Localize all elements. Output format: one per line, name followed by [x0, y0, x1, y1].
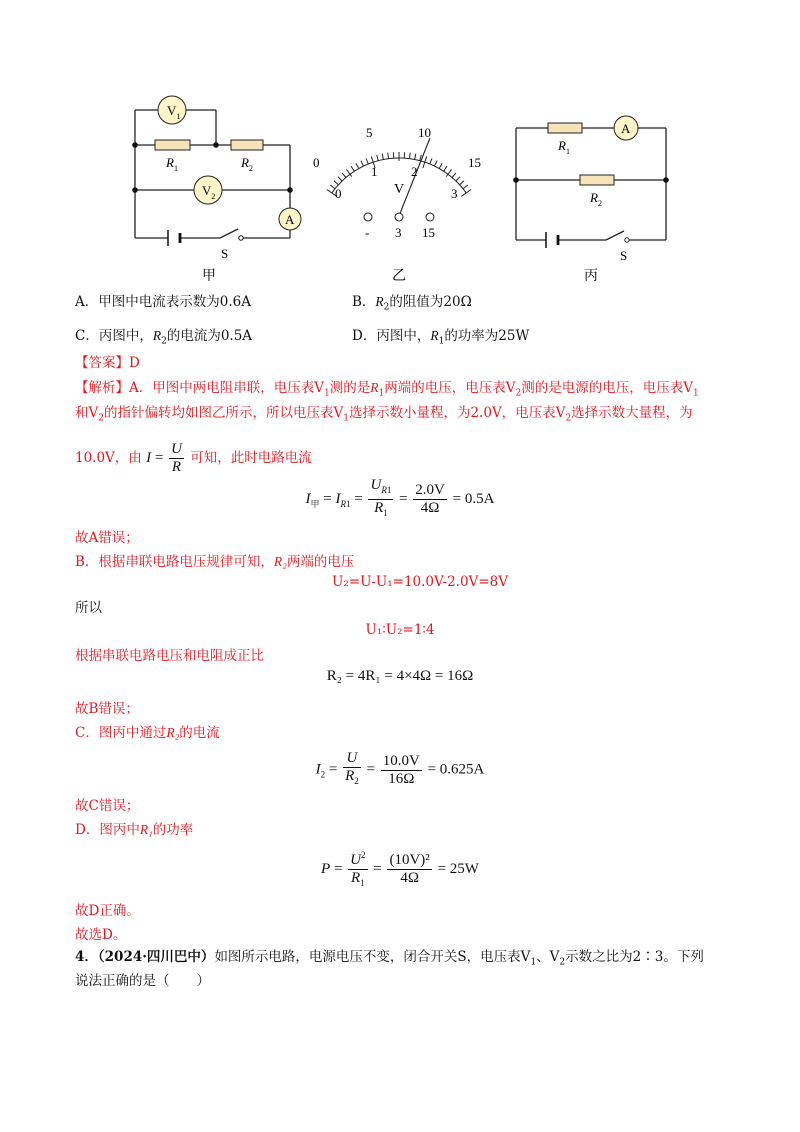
terminal-neg-label: -	[365, 225, 370, 240]
switch-contact	[239, 236, 243, 240]
switch-label: S	[620, 248, 628, 263]
dial-scale-tick	[382, 154, 383, 160]
junction-dot	[132, 187, 138, 193]
option-a: A．甲图中电流表示数为0.6A	[75, 294, 251, 310]
question-source: （2024·四川巴中）	[97, 949, 215, 965]
analysis-line-3: 10.0V，由 I = $\frac{U}{R}$ 可知，此时电路电流	[75, 441, 312, 476]
dial-scale-tick	[361, 161, 364, 166]
d-correct: 故D正确。	[75, 903, 140, 919]
r1-label: $R_1$	[166, 155, 178, 173]
v1-label: $V_1$	[167, 103, 181, 121]
junction-dot	[287, 187, 293, 193]
circuit-figure-jia	[128, 90, 308, 290]
dial-scale-tick	[366, 158, 368, 164]
ammeter-label: A	[285, 212, 295, 227]
option-b: B．$R_2$的阻值为20Ω	[352, 294, 472, 313]
dial-unit: V	[394, 182, 405, 197]
answer-line	[75, 353, 140, 373]
prop-text: 根据串联电路电压和电阻成正比	[75, 648, 264, 664]
dial-tick-3-inner: 3	[451, 186, 458, 201]
junction-dot	[213, 142, 219, 148]
terminal-3-label: 3	[395, 225, 402, 240]
dial-tick-0-outer: 0	[313, 155, 320, 170]
v2-label: $V_2$	[202, 183, 216, 201]
figure-caption: 甲	[202, 269, 216, 284]
terminal-15	[426, 213, 434, 221]
dial-scale-tick	[342, 173, 346, 178]
dial-tick-15-outer: 15	[468, 155, 481, 170]
dial-scale-tick	[452, 173, 456, 178]
switch-contact	[625, 238, 629, 242]
ammeter-label: A	[621, 121, 631, 136]
dial-scale-tick	[435, 161, 438, 166]
d-intro: D．图丙中R₁的功率	[75, 822, 194, 838]
dial-scale-tick	[460, 181, 464, 185]
dial-scale-tick	[463, 185, 468, 189]
dial-scale-tick	[456, 177, 460, 181]
dial-scale-tick	[377, 155, 379, 161]
dial-scale-tick	[338, 177, 342, 181]
dial-tick-10-outer: 10	[418, 125, 431, 140]
equation-u2: U₂=U-U₁=10.0V-2.0V=8V	[332, 574, 508, 590]
c-intro: C．图丙中通过R₂的电流	[75, 725, 220, 741]
dial-tick-1-inner: 1	[371, 164, 378, 179]
equation-i2: $I_2$ = $\frac{U}{R_2}$ = $\frac{10.0V}{16\Omega}$ = 0.625A	[315, 750, 485, 787]
dial-scale-tick	[334, 181, 338, 185]
dial-tick-0-inner: 0	[335, 186, 342, 201]
resistor-r1	[548, 123, 582, 133]
a-wrong: 故A错误；	[75, 530, 139, 546]
r2-label: $R_2$	[590, 190, 602, 208]
resistor-r2	[231, 140, 263, 150]
analysis-line-2: 和$V_2$的指针偏转均如图乙所示，所以电压表$V_1$选择示数小量程，为2.0V，电压表$V_2$选择示数大量程，为	[75, 405, 693, 424]
voltmeter-dial-figure-yi	[305, 120, 495, 290]
dial-scale-tick	[351, 166, 354, 171]
switch-label: S	[221, 246, 229, 261]
terminal-15-label: 15	[422, 225, 435, 240]
b-intro: B．根据串联电路电压规律可知，R₂两端的电压	[75, 554, 355, 570]
answer-value: D	[129, 355, 140, 371]
r2-label: $R_2$	[241, 155, 253, 173]
option-c: C．丙图中，$R_2$的电流为0.5A	[75, 328, 253, 347]
question-4-line-1: 4．（2024·四川巴中）如图所示电路，电源电压不变，闭合开关S，电压表$V_1$、$V_2$示数之比为2∶3。下列	[75, 949, 704, 968]
resistor-r1	[155, 140, 190, 150]
circuit-figure-bing	[508, 110, 698, 290]
dial-scale-tick	[356, 163, 359, 168]
choose-d: 故选D。	[75, 927, 127, 943]
terminal-3	[395, 213, 403, 221]
resistor-r2	[580, 175, 614, 185]
equation-ratio: U₁∶U₂=1∶4	[365, 622, 435, 638]
dial-scale-tick	[415, 154, 416, 160]
junction-dot	[513, 177, 519, 183]
dial-scale-tick	[444, 166, 447, 171]
b-wrong: 故B错误；	[75, 701, 139, 717]
dial-scale-tick	[439, 163, 442, 168]
equation-r2: R₂ = 4R₁ = 4×4Ω = 16Ω	[326, 668, 474, 684]
option-d: D．丙图中，$R_1$的功率为25W	[352, 328, 530, 347]
figure-caption: 乙	[392, 269, 406, 284]
so-text: 所以	[75, 600, 102, 616]
junction-dot	[132, 142, 138, 148]
dial-scale-tick	[388, 153, 389, 159]
answer-label: 【答案】	[75, 355, 129, 371]
dial-tick-2-inner: 2	[411, 164, 418, 179]
question-4-line-2: 说法正确的是（ ）	[75, 973, 210, 989]
equation-current-jia: $I_甲 = I_{R1}$ = $\frac{U_{R1}}{R_1}$ = $\frac{2.0V}{4\Omega}$ = 0.5A	[305, 477, 495, 518]
figure-caption: 丙	[584, 269, 598, 284]
dial-scale-tick	[430, 158, 432, 164]
junction-dot	[663, 177, 669, 183]
dial-scale-tick	[409, 153, 410, 159]
equation-power: P = $\frac{U^2}{R_1}$ = $\frac{\text{(10V)²}}{4\Omega}$ = 25W	[0, 847, 800, 892]
terminal-neg	[364, 213, 372, 221]
c-wrong: 故C错误；	[75, 798, 140, 814]
dial-tick-5-outer: 5	[366, 125, 373, 140]
r1-label: $R_1$	[558, 138, 570, 156]
analysis-line-1: 【解析】A．甲图中两电阻串联，电压表$V_1$测的是$R_1$两端的电压，电压表$V_2$测的是电源的电压，电压表$V_1$	[75, 380, 699, 399]
question-number: 4．	[75, 949, 98, 965]
